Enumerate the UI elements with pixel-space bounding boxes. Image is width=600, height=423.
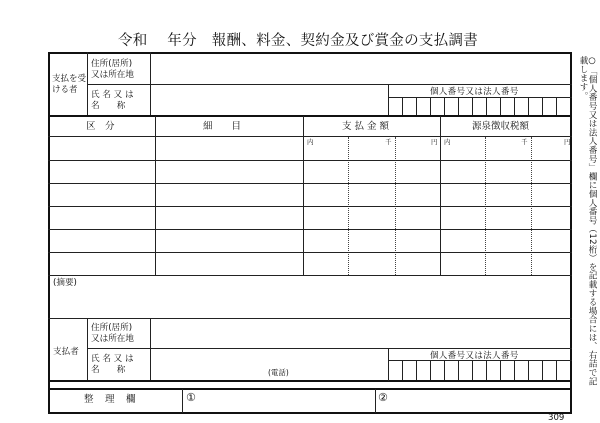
unit-label: 円	[431, 138, 438, 146]
header-withholding-tax: 源泉徴収税額	[472, 121, 530, 132]
table-row[interactable]	[49, 230, 571, 252]
table-row[interactable]	[49, 161, 571, 183]
payee-address-field[interactable]	[151, 53, 571, 84]
header-details: 細 目	[203, 121, 242, 132]
seiri-field-1[interactable]	[200, 389, 374, 413]
header-payment-amount: 支 払 金 額	[342, 121, 390, 132]
payee-id-cells[interactable]	[388, 97, 572, 115]
payee-address-label: 住所(居所) 又は所在地	[91, 59, 134, 80]
payer-name-label: 氏 名 又 は 名 称	[91, 354, 134, 375]
payee-label: 支払を受ける者	[52, 74, 87, 95]
payer-address-field[interactable]	[151, 319, 571, 348]
seiri-field-2[interactable]	[392, 389, 570, 413]
unit-label: 千	[521, 138, 528, 146]
payee-id-label: 個人番号又は法人番号	[430, 86, 519, 96]
seiri-label: 整 理 欄	[84, 394, 137, 405]
side-note: ○「個人番号又は法人番号」欄に個人番号（12桁）を記載する場合には、右詰で記載します。	[578, 56, 598, 386]
payer-id-label: 個人番号又は法人番号	[430, 350, 519, 360]
unit-label: 内	[307, 138, 314, 146]
payer-address-label: 住所(居所) 又は所在地	[91, 323, 134, 344]
payer-id-cells[interactable]	[388, 360, 572, 380]
unit-label: 千	[385, 138, 392, 146]
payer-phone-label: (電話)	[268, 368, 289, 377]
seiri-marker-2: ②	[378, 391, 388, 404]
page-number: 309	[548, 413, 565, 423]
table-row[interactable]	[49, 253, 571, 275]
unit-label: 内	[444, 138, 451, 146]
table-row[interactable]	[49, 137, 571, 160]
payee-name-field[interactable]	[151, 85, 387, 115]
unit-label: 円	[564, 138, 571, 146]
remarks-field[interactable]	[49, 290, 571, 317]
table-row[interactable]	[49, 207, 571, 229]
form-title: 令和 年分 報酬、料金、契約金及び賞金の支払調書	[118, 33, 479, 49]
payee-name-label: 氏 名 又 は 名 称	[91, 90, 134, 111]
payer-label: 支払者	[53, 347, 79, 357]
remarks-label: (摘要)	[53, 278, 77, 288]
seiri-marker-1: ①	[186, 391, 196, 404]
table-row[interactable]	[49, 184, 571, 206]
header-category: 区 分	[86, 121, 115, 132]
